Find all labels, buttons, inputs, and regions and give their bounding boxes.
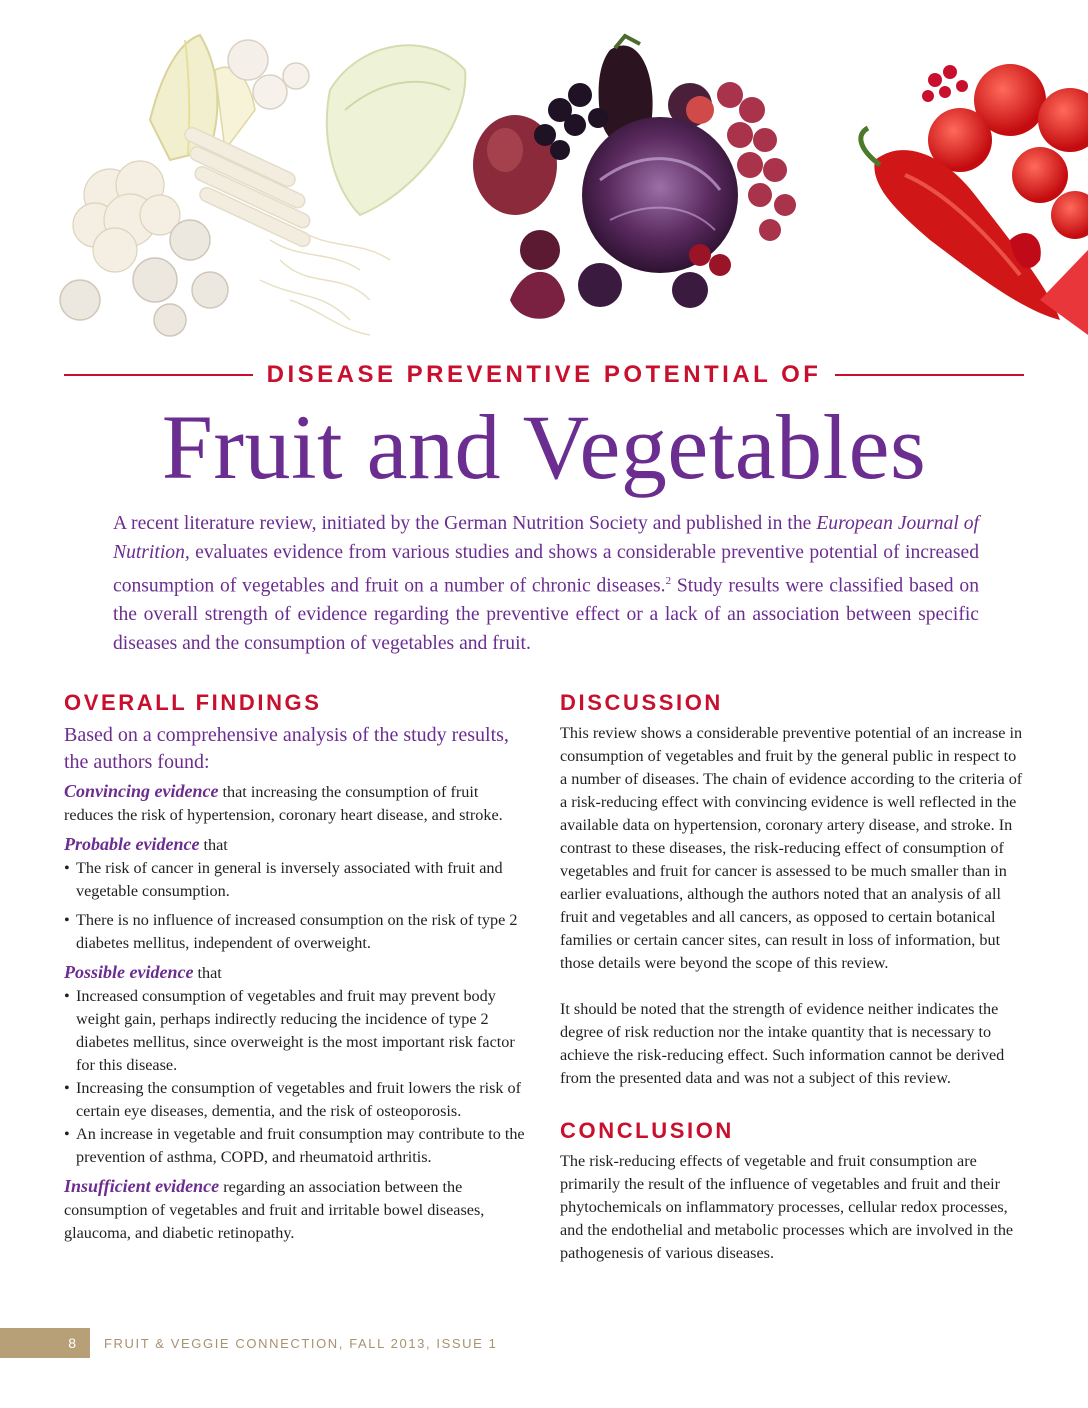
intro-text-c: Study results were classified based on the overall strength of evidence regarding the preventive effect or a lack of an association between specific diseases and the consumption of vegetables and fruit. [113, 575, 979, 654]
page-footer [0, 1328, 1088, 1358]
list-item: • An increase in vegetable and fruit consumption may contribute to the prevention of asthma, COPD, and rheumatoid arthritis. [64, 1125, 525, 1166]
discussion-heading: DISCUSSION [560, 690, 723, 715]
red-produce-image [861, 64, 1088, 335]
list-item: • Increased consumption of vegetables and fruit may prevent body weight gain, perhaps indirectly reducing the incidence of type 2 diabetes mellitus, since overweight is the most important risk factor for this disease. [64, 987, 515, 1074]
list-item: • There is no influence of increased consumption on the risk of type 2 diabetes mellitus, independent of overweight. [64, 911, 518, 952]
probable-evidence-paragraph [64, 833, 526, 857]
list-item: • The risk of cancer in general is inversely associated with fruit and vegetable consumption. [64, 859, 503, 900]
insufficient-evidence-paragraph [64, 1175, 526, 1245]
possible-evidence-paragraph [64, 961, 526, 985]
overall-findings-lead: Based on a comprehensive analysis of the study results, the authors found: [64, 724, 509, 773]
kicker-rule-left [64, 374, 253, 376]
kicker-row [64, 360, 1024, 390]
kicker-title: DISEASE PREVENTIVE POTENTIAL OF [266, 361, 822, 388]
possible-evidence-list [64, 985, 526, 1169]
kicker-rule-right [835, 374, 1024, 376]
conclusion-paragraph: The risk-reducing effects of vegetable and fruit consumption are primarily the result of the influence of vegetables and fruit and their phytochemicals on inflammatory processes, cellular redox processes, and the endothelial and metabolic processes which are involved in the pathogenesis of various diseases. [560, 1152, 1014, 1262]
probable-evidence-text: that [199, 836, 228, 854]
possible-evidence-label: Possible evidence [64, 962, 194, 982]
discussion-paragraph-1: This review shows a considerable preventive potential of an increase in consumption of vegetables and fruit by the general public in respect to a number of diseases. The chain of evidence according to the criteria of a risk-reducing effect with convincing evidence is well reflected in the available data on hypertension, coronary artery disease, and stroke. In contrast to these diseases, the risk-reducing effect of consumption of vegetables and fruit for cancer is assessed to be much smaller than in earlier evaluations, although the authors noted that an analysis of all fruit and vegetables and all cancers, as opposed to certain botanical families or certain cancer sites, can result in loss of information, but those details were beyond the scope of this review. [560, 724, 1023, 972]
publication-line: FRUIT & VEGGIE CONNECTION, FALL 2013, ISSUE 1 [104, 1335, 498, 1351]
intro-paragraph [113, 510, 979, 659]
discussion-paragraph-2: It should be noted that the strength of evidence neither indicates the degree of risk reduction nor the intake quantity that is necessary to achieve the risk-reducing effect. Such information cannot be derived from the presented data and was not a subject of this review. [560, 1000, 1005, 1087]
overall-findings-section [64, 690, 526, 1251]
convincing-evidence-paragraph [64, 780, 526, 827]
intro-text-b: evaluates evidence from various studies and shows a considerable preventive potential of increased consumption of vegetables and fruit on a number of chronic diseases. [113, 541, 979, 597]
page-number: 8 [0, 1328, 90, 1358]
journal-name: European Journal of Nutrition, [113, 513, 979, 563]
insufficient-evidence-text: regarding an association between the consumption of vegetables and fruit and irritable bowel diseases, glaucoma, and diabetic retinopathy. [64, 1178, 485, 1242]
page-title: Fruit and Vegetables [161, 396, 927, 498]
convincing-evidence-label: Convincing evidence [64, 781, 219, 801]
footnote-ref: 2 [665, 575, 672, 588]
intro-text-a: A recent literature review, initiated by the German Nutrition Society and published in the [113, 513, 817, 534]
possible-evidence-text: that [193, 964, 222, 982]
convincing-evidence-text: that increasing the consumption of fruit reduces the risk of hypertension, coronary heart disease, and stroke. [64, 783, 503, 824]
white-produce-image [60, 35, 465, 336]
probable-evidence-list [64, 857, 526, 955]
overall-findings-heading: OVERALL FINDINGS [64, 690, 322, 715]
purple-produce-image [473, 36, 796, 319]
produce-photo-strip [0, 0, 1088, 345]
conclusion-heading: CONCLUSION [560, 1118, 734, 1143]
insufficient-evidence-label: Insufficient evidence [64, 1176, 220, 1196]
probable-evidence-label: Probable evidence [64, 834, 200, 854]
right-column [560, 690, 1024, 1265]
list-item: • Increasing the consumption of vegetables and fruit lowers the risk of certain eye diseases, dementia, and the risk of osteoporosis. [64, 1079, 522, 1120]
